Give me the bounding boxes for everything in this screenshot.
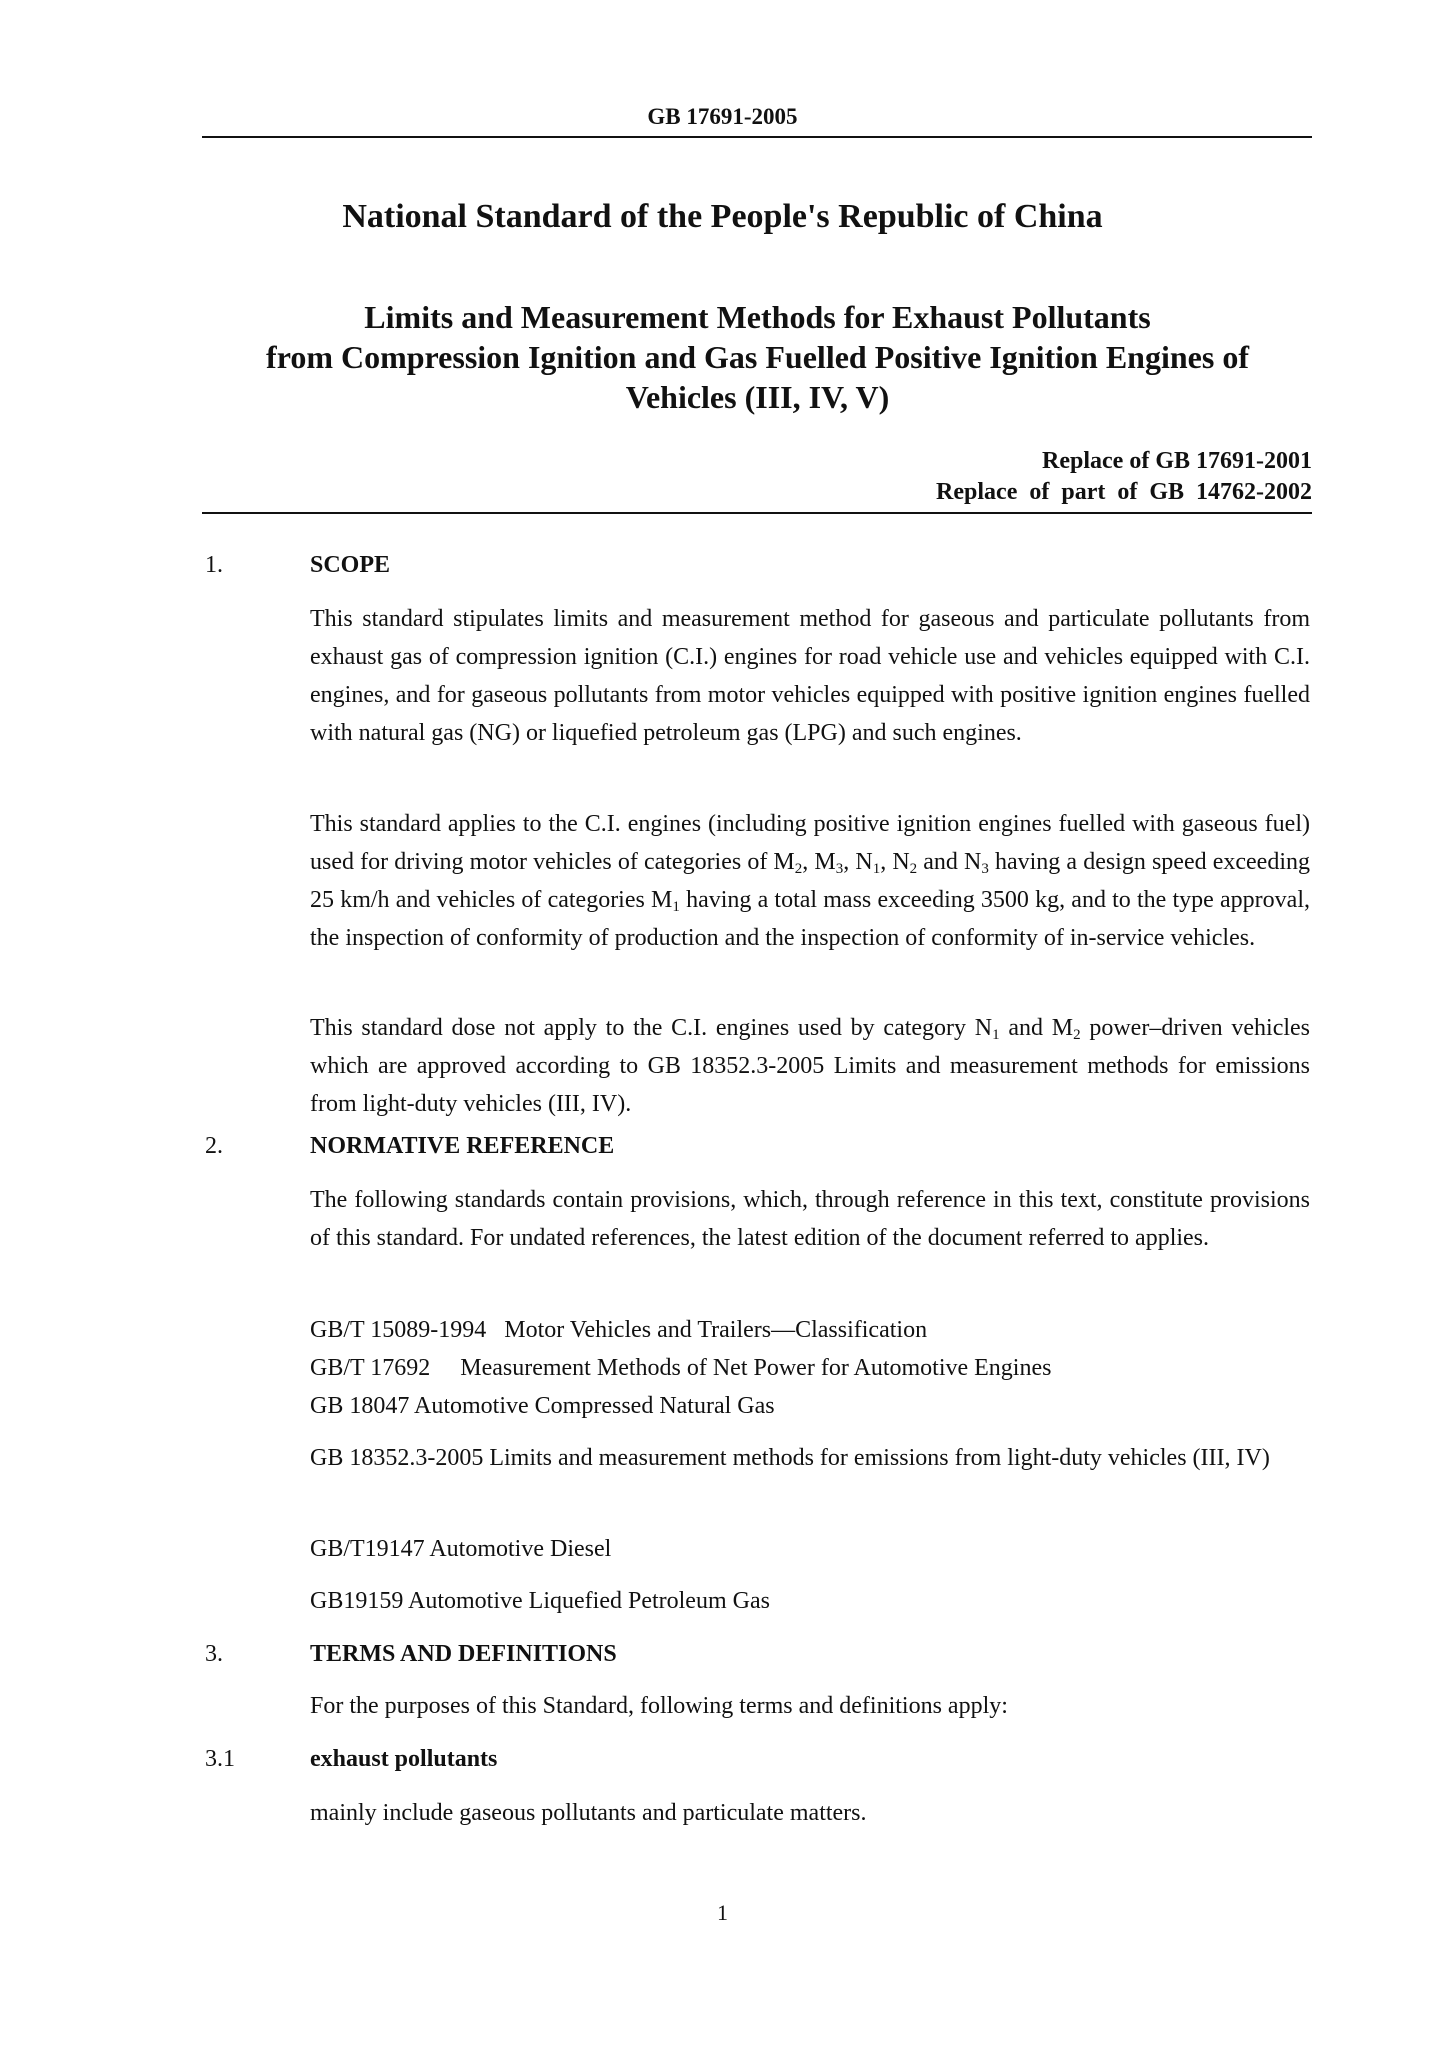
subsection-number: 3.1 bbox=[205, 1746, 235, 1772]
reference-item: GB/T19147 Automotive Diesel bbox=[310, 1536, 612, 1562]
section-heading-scope: SCOPE bbox=[310, 552, 391, 578]
section-heading-terms-and-definitions: TERMS AND DEFINITIONS bbox=[310, 1641, 617, 1667]
document-subtitle bbox=[180, 297, 1335, 417]
section-number: 2. bbox=[205, 1133, 223, 1159]
header-rule bbox=[202, 136, 1312, 138]
section-heading-normative-reference: NORMATIVE REFERENCE bbox=[310, 1133, 615, 1159]
section-number: 1. bbox=[205, 552, 223, 578]
reference-item: GB 18047 Automotive Compressed Natural Gas bbox=[310, 1393, 775, 1419]
scope-paragraph-1: This standard stipulates limits and measurement method for gaseous and particulate pollutants from exhaust gas of compression ignition (C.I.) engines for road vehicle use and vehicles equipped with C.I. engines, and for gaseous pollutants from motor vehicles equipped with positive ignition engines fuelled with natural gas (NG) or liquefied petroleum gas (LPG) and such engines. bbox=[310, 606, 1310, 746]
subtitle-line-2: from Compression Ignition and Gas Fuelled Positive Ignition Engines of bbox=[266, 339, 1249, 375]
reference-item: GB/T 17692 Measurement Methods of Net Power for Automotive Engines bbox=[310, 1355, 1052, 1381]
replaces-line-2: Replace of part of GB 14762-2002 bbox=[936, 479, 1312, 505]
term-definition-paragraph: mainly include gaseous pollutants and particulate matters. bbox=[310, 1800, 867, 1826]
reference-item: GB19159 Automotive Liquefied Petroleum Gas bbox=[310, 1588, 770, 1614]
term-heading-exhaust-pollutants: exhaust pollutants bbox=[310, 1746, 498, 1772]
reference-item: GB/T 15089-1994 Motor Vehicles and Trailers—Classification bbox=[310, 1317, 928, 1343]
normative-reference-paragraph: The following standards contain provisions, which, through reference in this text, constitute provisions of this standard. For undated references, the latest edition of the document referred to applies. bbox=[310, 1187, 1310, 1251]
terms-intro-paragraph: For the purposes of this Standard, following terms and definitions apply: bbox=[310, 1693, 1008, 1719]
standard-code-header: GB 17691-2005 bbox=[647, 104, 798, 129]
page-number: 1 bbox=[717, 1900, 728, 1925]
document-title: National Standard of the People's Republic of China bbox=[342, 198, 1103, 235]
reference-item: GB 18352.3-2005 Limits and measurement methods for emissions from light-duty vehicles (III, IV) bbox=[310, 1445, 1270, 1471]
scope-paragraph-2: This standard applies to the C.I. engines (including positive ignition engines fuelled with gaseous fuel) used for driving motor vehicles of categories of $M_2$, $M_3$, $N_1$, $N_2$ and $N_3$ having a design speed exceeding 25 km/h and vehicles of categories $M_1$ having a total mass exceeding 3500 kg, and to the type approval, the inspection of conformity of production and the inspection of conformity of in-service vehicles. bbox=[310, 811, 1310, 951]
replaces-rule bbox=[202, 512, 1312, 514]
replaces-line-1: Replace of GB 17691-2001 bbox=[1042, 448, 1312, 474]
subtitle-line-3: Vehicles (III, IV, V) bbox=[625, 379, 890, 415]
scope-paragraph-3: This standard dose not apply to the C.I. engines used by category $N_1$ and $M_2$ power–driven vehicles which are approved according to GB 18352.3-2005 Limits and measurement methods for emissions from light-duty vehicles (III, IV). bbox=[310, 1015, 1310, 1117]
subtitle-line-1: Limits and Measurement Methods for Exhaust Pollutants bbox=[364, 299, 1151, 335]
section-number: 3. bbox=[205, 1641, 223, 1667]
